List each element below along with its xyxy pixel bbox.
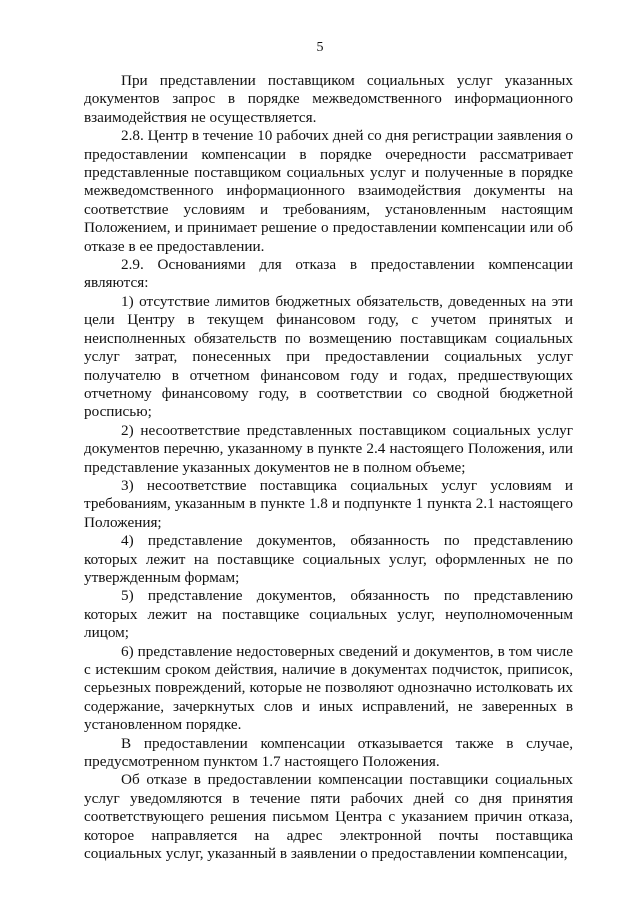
list-item-3: 3) несоответствие поставщика социальных услуг условиям и требованиям, указанным в пункте 1.8 и подпункте 1 пункта 2.1 настоящего Положения;	[84, 476, 573, 531]
list-item-6: 6) представление недостоверных сведений и документов, в том числе с истекшим сроком действия, наличие в документах подчисток, приписок, серьезных повреждений, которые не позволяют однозначно истолковать их содержание, зачеркнутых слов и иных исправлений, не заверенных в установленном порядке.	[84, 642, 573, 734]
list-item-1: 1) отсутствие лимитов бюджетных обязательств, доведенных на эти цели Центру в текущем финансовом году, с учетом принятых и неисполненных обязательств по возмещению поставщикам социальных услуг затрат, понесенных при предоставлении социальных услуг получателю в отчетном финансовом году и годах, предшествующих отчетному финансовому году, в соответствии со сводной бюджетной росписью;	[84, 292, 573, 421]
paragraph-refusal-notice: Об отказе в предоставлении компенсации поставщики социальных услуг уведомляются в течение пяти рабочих дней со дня принятия соответствующего решения письмом Центра с указанием причин отказа, которое направляется на адрес электронной почты поставщика социальных услуг, указанный в заявлении о предоставлении компенсации,	[84, 771, 573, 863]
paragraph-refusal-case: В предоставлении компенсации отказывается также в случае, предусмотренном пунктом 1.7 настоящего Положения.	[84, 734, 573, 771]
list-item-2: 2) несоответствие представленных поставщиком социальных услуг документов перечню, указанному в пункте 2.4 настоящего Положения, или представление указанных документов не в полном объеме;	[84, 421, 573, 476]
page-number: 5	[316, 40, 324, 55]
paragraph-2-9: 2.9. Основаниями для отказа в предоставлении компенсации являются:	[84, 256, 573, 292]
paragraph-no-request: При представлении поставщиком социальных услуг указанных документов запрос в порядке межведомственного информационного взаимодействия не осуществляется.	[84, 72, 573, 126]
paragraph-2-8: 2.8. Центр в течение 10 рабочих дней со дня регистрации заявления о предоставлении компенсации в порядке очередности рассматривает представленные поставщиком социальных услуг и полученные в порядке межведомственного информационного взаимодействия документы на соответствие условиям и требованиям, установленным настоящим Положением, и принимает решение о предоставлении компенсации или об отказе в ее предоставлении.	[84, 127, 573, 255]
document-body	[84, 72, 573, 863]
list-item-4: 4) представление документов, обязанность по представлению которых лежит на поставщике социальных услуг, оформленных не по утвержденным формам;	[84, 532, 573, 586]
list-item-5: 5) представление документов, обязанность по представлению которых лежит на поставщике социальных услуг, неуполномоченным лицом;	[84, 587, 573, 642]
